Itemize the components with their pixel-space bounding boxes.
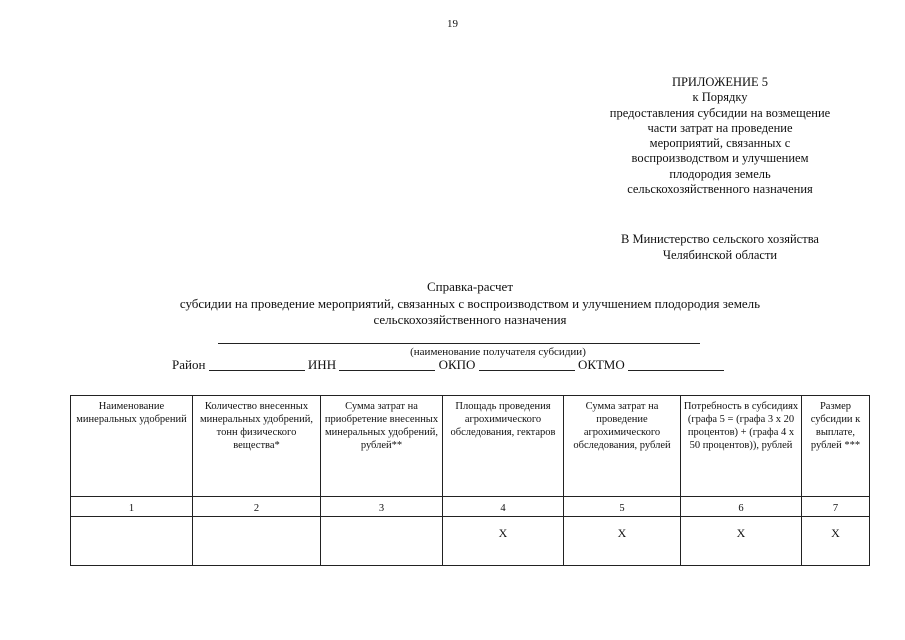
column-number: 4 <box>443 497 564 517</box>
column-number: 1 <box>71 497 193 517</box>
table-cell[interactable] <box>193 517 321 566</box>
document-title: Справка-расчет <box>426 279 514 294</box>
column-header: Сумма затрат на проведение агрохимического обследования, рублей <box>564 396 681 497</box>
page-number: 19 <box>447 18 458 30</box>
column-header: Наименование минеральных удобрений <box>71 396 193 497</box>
column-number-row <box>71 497 870 517</box>
table-cell: X <box>802 517 870 566</box>
okpo-field[interactable] <box>479 357 575 371</box>
table-cell: X <box>681 517 802 566</box>
recipient-name-field[interactable] <box>218 343 700 344</box>
annex-line: воспроизводством и улучшением <box>631 151 809 166</box>
annex-line: части затрат на проведение <box>647 120 793 135</box>
district-label: Район <box>172 357 206 372</box>
annex-line: сельскохозяйственного назначения <box>627 182 813 197</box>
addressee-line: В Министерство сельского хозяйства <box>621 232 819 246</box>
annex-line: мероприятий, связанных с <box>649 136 791 151</box>
column-header: Потребность в субсидиях (графа 5 = (графа 3 x 20 процентов) + (графа 4 x 50 процентов)), рублей <box>681 396 802 497</box>
document-subtitle: сельскохозяйственного назначения <box>373 312 567 327</box>
column-number: 2 <box>193 497 321 517</box>
calculation-table <box>70 395 870 566</box>
document-title-block <box>60 279 880 329</box>
column-number: 7 <box>802 497 870 517</box>
table-cell: X <box>443 517 564 566</box>
table-cell[interactable] <box>321 517 443 566</box>
column-number: 5 <box>564 497 681 517</box>
annex-title: ПРИЛОЖЕНИЕ 5 <box>671 75 769 89</box>
inn-field[interactable] <box>339 357 435 371</box>
okpo-label: ОКПО <box>438 357 476 372</box>
table-header-row <box>71 396 870 497</box>
column-number: 3 <box>321 497 443 517</box>
district-field[interactable] <box>209 357 305 371</box>
column-header: Сумма затрат на приобретение внесенных минеральных удобрений, рублей** <box>321 396 443 497</box>
annex-line: плодородия земель <box>669 166 771 181</box>
document-subtitle: субсидии на проведение мероприятий, связанных с воспроизводством и улучшением плодородия земель <box>179 295 761 311</box>
codes-row <box>172 357 724 373</box>
recipient-caption: (наименование получателя субсидии) <box>410 346 586 358</box>
annex-line: к Порядку <box>692 90 748 105</box>
column-number: 6 <box>681 497 802 517</box>
inn-label: ИНН <box>307 357 337 372</box>
column-header: Количество внесенных минеральных удобрений, тонн физического вещества* <box>193 396 321 497</box>
column-header: Размер субсидии к выплате, рублей *** <box>802 396 870 497</box>
addressee-block <box>560 231 880 263</box>
table-row <box>71 517 870 566</box>
oktmo-label: ОКТМО <box>577 357 625 372</box>
annex-line: предоставления субсидии на возмещение <box>609 105 831 120</box>
oktmo-field[interactable] <box>628 357 724 371</box>
annex-header <box>560 75 880 197</box>
table-cell: X <box>564 517 681 566</box>
addressee-line: Челябинской области <box>662 248 778 262</box>
column-header: Площадь проведения агрохимического обследования, гектаров <box>443 396 564 497</box>
table-cell[interactable] <box>71 517 193 566</box>
